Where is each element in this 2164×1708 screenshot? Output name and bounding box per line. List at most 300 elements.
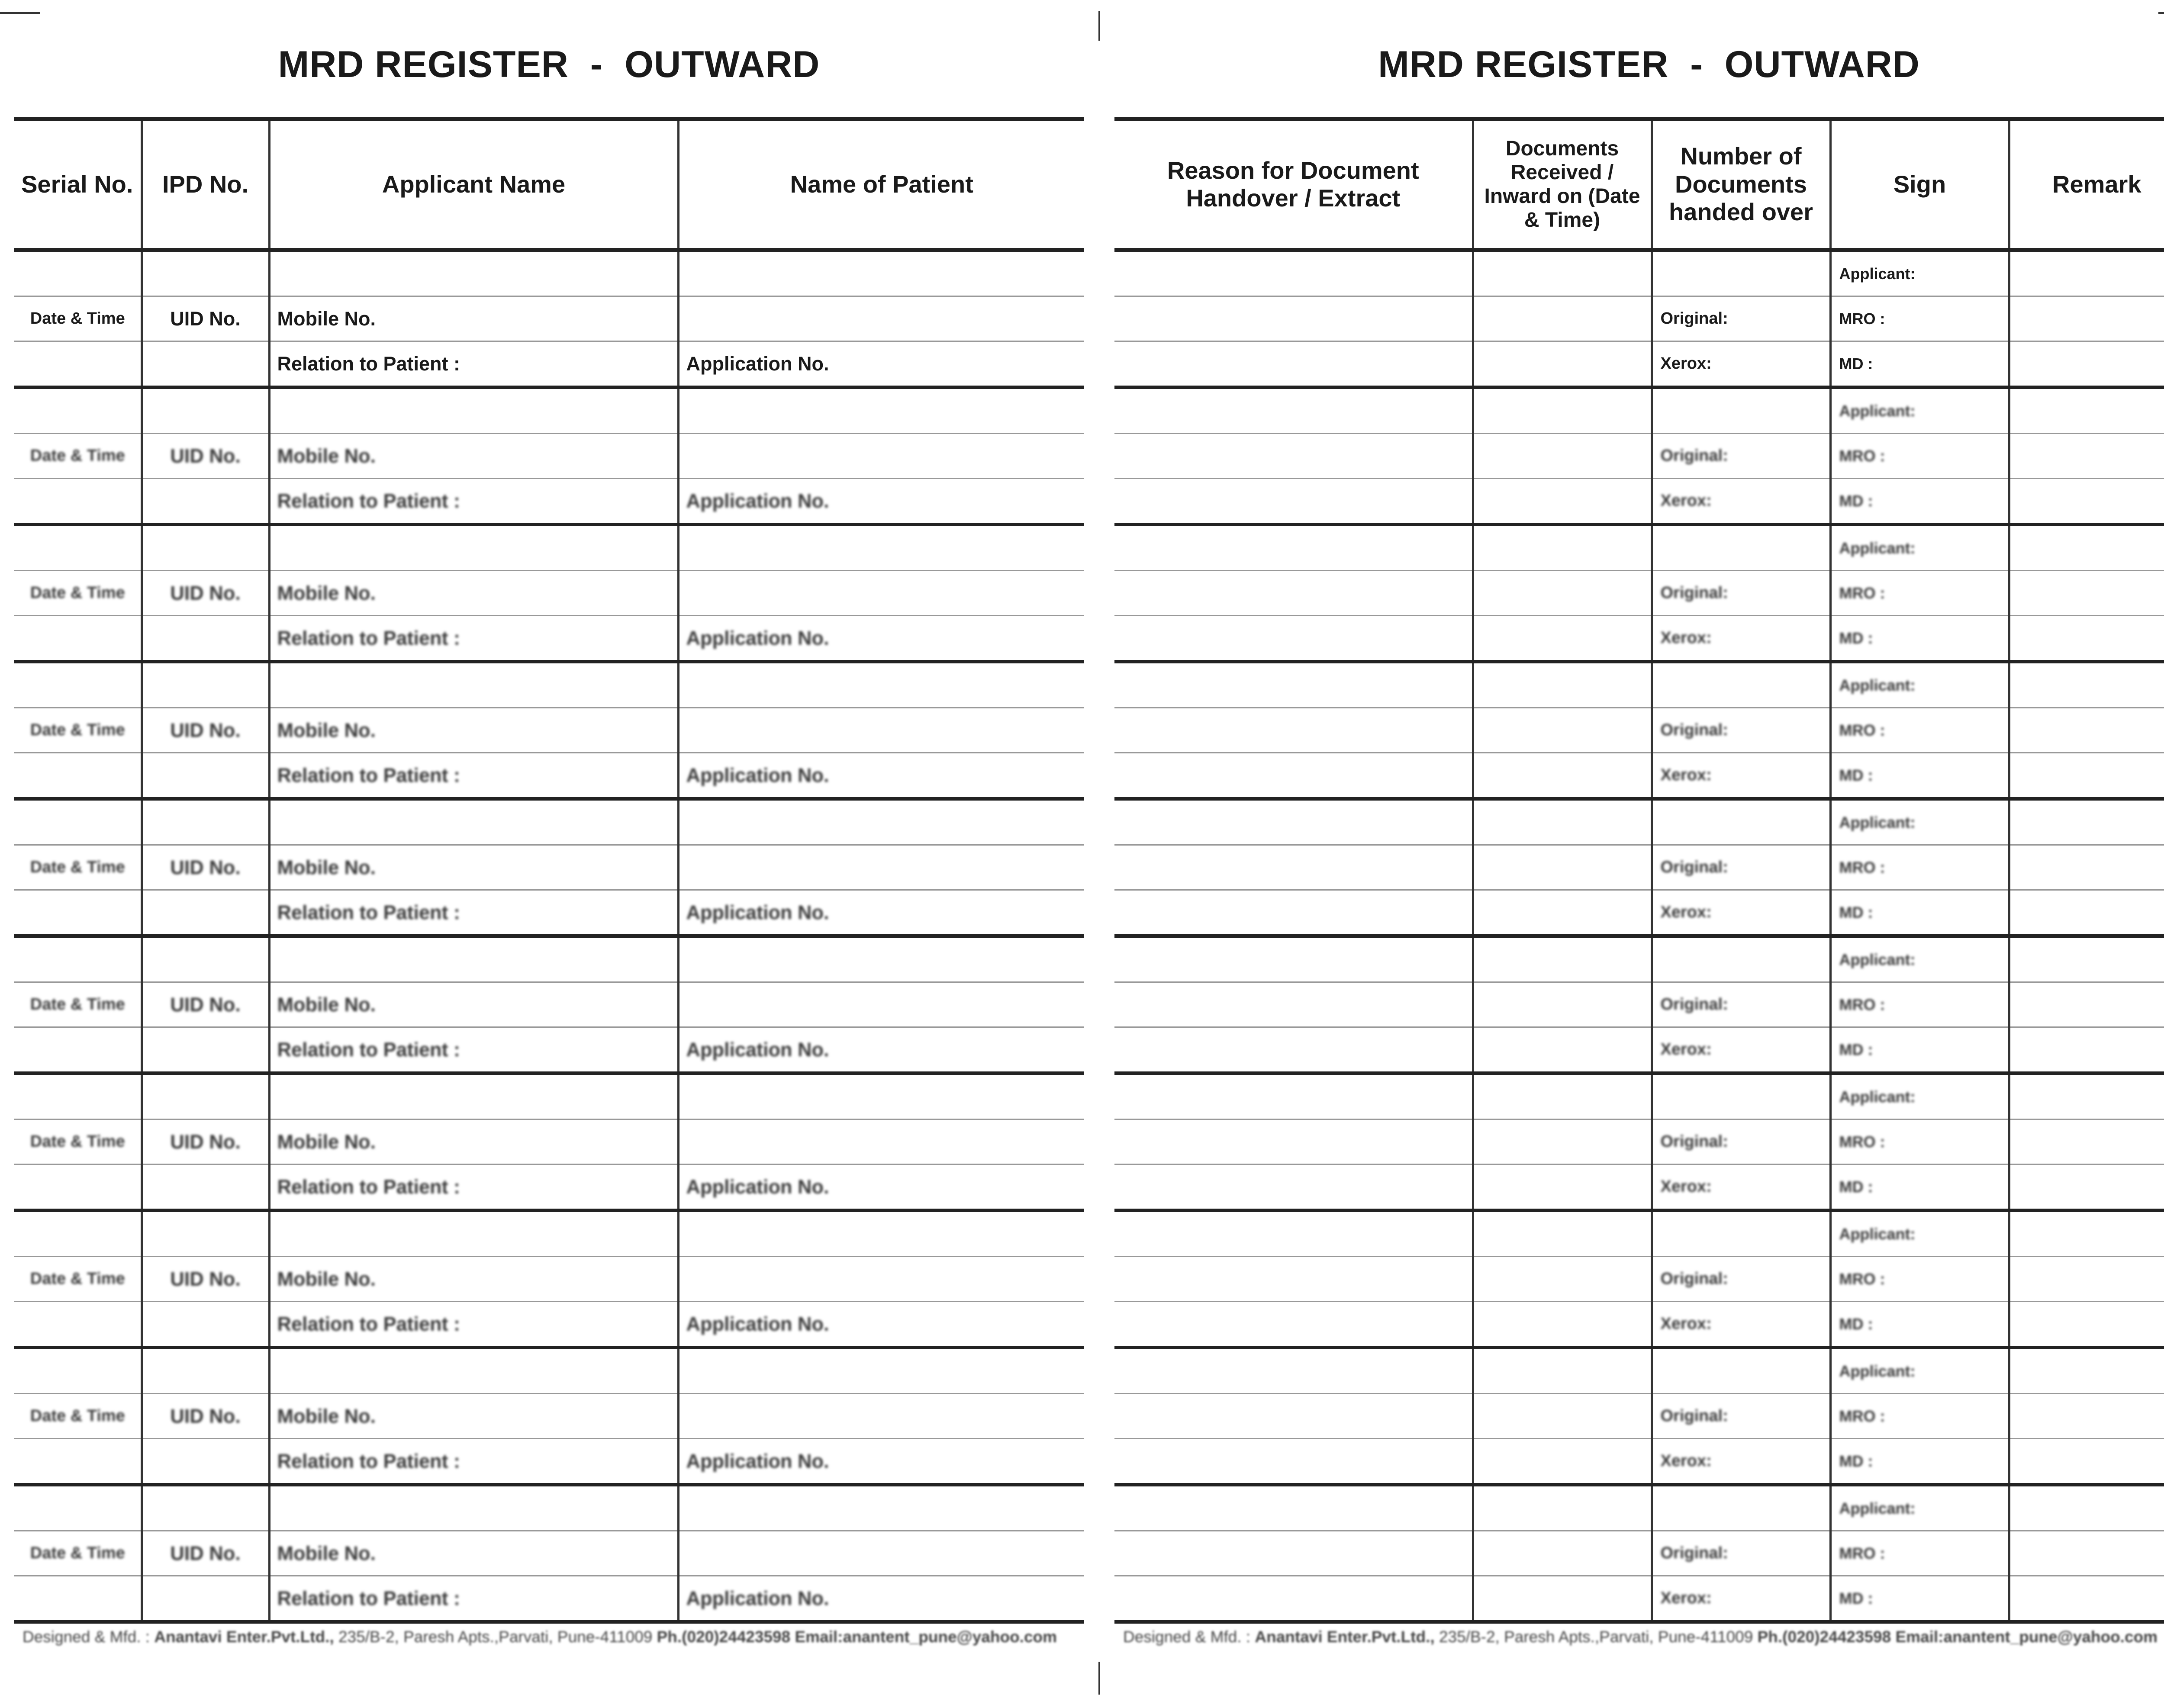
- patient-name-extra-cell[interactable]: [678, 1119, 1084, 1164]
- reason-cell[interactable]: [1114, 1302, 1473, 1348]
- reason-cell[interactable]: [1114, 1164, 1473, 1211]
- number-of-documents-cell[interactable]: [1652, 1073, 1830, 1119]
- number-of-documents-cell[interactable]: [1652, 1210, 1830, 1257]
- blank-cell[interactable]: [142, 1302, 269, 1348]
- documents-received-cell[interactable]: [1473, 936, 1652, 982]
- reason-cell[interactable]: [1114, 1348, 1473, 1394]
- mobile-no-label: Mobile No.: [277, 1405, 376, 1427]
- documents-received-cell[interactable]: [1473, 890, 1652, 936]
- patient-name-extra-cell[interactable]: [678, 708, 1084, 753]
- ipd-no-cell[interactable]: [142, 250, 269, 296]
- reason-cell[interactable]: [1114, 799, 1473, 845]
- date-time-cell[interactable]: [14, 1531, 142, 1576]
- relation-cell[interactable]: [269, 616, 678, 662]
- documents-received-cell[interactable]: [1473, 799, 1652, 845]
- uid-no-cell[interactable]: [142, 1531, 269, 1576]
- documents-received-cell[interactable]: [1473, 1027, 1652, 1074]
- remark-cell[interactable]: [2009, 479, 2164, 525]
- applicant-name-cell[interactable]: [269, 387, 678, 434]
- xerox-count-cell[interactable]: [1652, 753, 1830, 799]
- serial-no-cell[interactable]: [14, 387, 142, 434]
- application-no-cell[interactable]: [678, 341, 1084, 388]
- documents-received-cell[interactable]: [1473, 571, 1652, 616]
- original-count-cell[interactable]: [1652, 1394, 1830, 1439]
- xerox-count-cell[interactable]: [1652, 1439, 1830, 1485]
- blank-cell[interactable]: [14, 890, 142, 936]
- documents-received-cell[interactable]: [1473, 616, 1652, 662]
- remark-cell[interactable]: [2009, 1210, 2164, 1257]
- remark-cell[interactable]: [2009, 845, 2164, 890]
- date-time-cell[interactable]: [14, 296, 142, 341]
- md-sign-label: MD :: [1839, 1177, 1873, 1196]
- blank-cell[interactable]: [142, 1439, 269, 1485]
- remark-cell[interactable]: [2009, 1485, 2164, 1531]
- reason-cell[interactable]: [1114, 387, 1473, 434]
- documents-received-cell[interactable]: [1473, 753, 1652, 799]
- reason-cell[interactable]: [1114, 1485, 1473, 1531]
- number-of-documents-cell[interactable]: [1652, 936, 1830, 982]
- remark-cell[interactable]: [2009, 387, 2164, 434]
- patient-name-extra-cell[interactable]: [678, 434, 1084, 479]
- xerox-count-cell[interactable]: [1652, 1576, 1830, 1622]
- reason-cell[interactable]: [1114, 296, 1473, 341]
- serial-no-cell[interactable]: [14, 1210, 142, 1257]
- documents-received-cell[interactable]: [1473, 434, 1652, 479]
- name-of-patient-cell[interactable]: [678, 1073, 1084, 1119]
- reason-cell[interactable]: [1114, 1531, 1473, 1576]
- sign-applicant-cell[interactable]: [1830, 387, 2009, 434]
- entry-row-1: [14, 1073, 1084, 1119]
- documents-received-cell[interactable]: [1473, 1119, 1652, 1164]
- serial-no-cell[interactable]: [14, 1348, 142, 1394]
- date-time-cell[interactable]: [14, 434, 142, 479]
- blank-cell[interactable]: [142, 616, 269, 662]
- patient-name-extra-cell[interactable]: [678, 1394, 1084, 1439]
- sign-md-cell[interactable]: [1830, 890, 2009, 936]
- ipd-no-cell[interactable]: [142, 799, 269, 845]
- remark-cell[interactable]: [2009, 982, 2164, 1027]
- mobile-no-cell[interactable]: [269, 571, 678, 616]
- patient-name-extra-cell[interactable]: [678, 1531, 1084, 1576]
- number-of-documents-cell[interactable]: [1652, 1348, 1830, 1394]
- name-of-patient-cell[interactable]: [678, 1210, 1084, 1257]
- xerox-count-cell[interactable]: [1652, 616, 1830, 662]
- name-of-patient-cell[interactable]: [678, 1348, 1084, 1394]
- sign-mro-cell[interactable]: [1830, 1119, 2009, 1164]
- sign-applicant-cell[interactable]: [1830, 1485, 2009, 1531]
- blank-cell[interactable]: [142, 753, 269, 799]
- remark-cell[interactable]: [2009, 434, 2164, 479]
- applicant-name-cell[interactable]: [269, 1348, 678, 1394]
- sign-mro-cell[interactable]: [1830, 1531, 2009, 1576]
- remark-cell[interactable]: [2009, 1439, 2164, 1485]
- entry-row-1: [14, 1210, 1084, 1257]
- relation-label: Relation to Patient :: [277, 352, 460, 375]
- serial-no-cell[interactable]: [14, 524, 142, 571]
- date-time-cell[interactable]: [14, 1394, 142, 1439]
- applicant-name-cell[interactable]: [269, 1485, 678, 1531]
- application-no-cell[interactable]: [678, 616, 1084, 662]
- application-no-cell[interactable]: [678, 1164, 1084, 1211]
- mobile-no-cell[interactable]: [269, 1119, 678, 1164]
- footer-imprint-left: Designed & Mfd. : Anantavi Enter.Pvt.Ltd., 235/B-2, Paresh Apts.,Parvati, Pune-411009 Ph.(020)24423598 Email:anantent_pune@yahoo.com: [23, 1628, 1057, 1646]
- uid-no-cell[interactable]: [142, 845, 269, 890]
- sign-applicant-cell[interactable]: [1830, 1073, 2009, 1119]
- documents-received-cell[interactable]: [1473, 1485, 1652, 1531]
- reason-cell[interactable]: [1114, 890, 1473, 936]
- remark-cell[interactable]: [2009, 708, 2164, 753]
- remark-cell[interactable]: [2009, 524, 2164, 571]
- mobile-no-cell[interactable]: [269, 434, 678, 479]
- sign-applicant-cell[interactable]: [1830, 1210, 2009, 1257]
- entry-row-1: [1114, 1348, 2164, 1394]
- sign-mro-cell[interactable]: [1830, 434, 2009, 479]
- remark-cell[interactable]: [2009, 799, 2164, 845]
- reason-cell[interactable]: [1114, 571, 1473, 616]
- mobile-no-cell[interactable]: [269, 296, 678, 341]
- date-time-cell[interactable]: [14, 1257, 142, 1302]
- documents-received-cell[interactable]: [1473, 982, 1652, 1027]
- uid-no-cell[interactable]: [142, 708, 269, 753]
- applicant-name-cell[interactable]: [269, 936, 678, 982]
- md-sign-label: MD :: [1839, 354, 1873, 373]
- sign-md-cell[interactable]: [1830, 1164, 2009, 1211]
- documents-received-cell[interactable]: [1473, 1073, 1652, 1119]
- original-count-cell[interactable]: [1652, 1531, 1830, 1576]
- entry-row-1: [14, 387, 1084, 434]
- original-count-cell[interactable]: [1652, 434, 1830, 479]
- relation-cell[interactable]: [269, 890, 678, 936]
- documents-received-cell[interactable]: [1473, 296, 1652, 341]
- sign-mro-cell[interactable]: [1830, 1257, 2009, 1302]
- reason-cell[interactable]: [1114, 250, 1473, 296]
- mobile-no-label: Mobile No.: [277, 444, 376, 467]
- date-time-cell[interactable]: [14, 982, 142, 1027]
- register-entry: [14, 250, 1084, 388]
- sign-mro-cell[interactable]: [1830, 1394, 2009, 1439]
- mro-sign-label: MRO :: [1839, 1270, 1885, 1288]
- ipd-no-cell[interactable]: [142, 524, 269, 571]
- documents-received-cell[interactable]: [1473, 1439, 1652, 1485]
- entry-row-1: [14, 1348, 1084, 1394]
- entry-row-1: [1114, 524, 2164, 571]
- remark-cell[interactable]: [2009, 1119, 2164, 1164]
- remark-cell[interactable]: [2009, 1531, 2164, 1576]
- application-no-cell[interactable]: [678, 1302, 1084, 1348]
- sign-applicant-cell[interactable]: [1830, 524, 2009, 571]
- sign-md-cell[interactable]: [1830, 1027, 2009, 1074]
- documents-received-cell[interactable]: [1473, 524, 1652, 571]
- application-no-cell[interactable]: [678, 479, 1084, 525]
- mobile-no-cell[interactable]: [269, 708, 678, 753]
- patient-name-extra-cell[interactable]: [678, 296, 1084, 341]
- remark-cell[interactable]: [2009, 753, 2164, 799]
- blank-cell[interactable]: [142, 1164, 269, 1211]
- uid-no-cell[interactable]: [142, 434, 269, 479]
- mobile-no-label: Mobile No.: [277, 307, 376, 330]
- date-time-cell[interactable]: [14, 1119, 142, 1164]
- documents-received-cell[interactable]: [1473, 1394, 1652, 1439]
- entry-row-3: [1114, 1164, 2164, 1211]
- date-time-cell[interactable]: [14, 708, 142, 753]
- mobile-no-cell[interactable]: [269, 1257, 678, 1302]
- reason-cell[interactable]: [1114, 708, 1473, 753]
- documents-received-cell[interactable]: [1473, 1302, 1652, 1348]
- sign-md-cell[interactable]: [1830, 1302, 2009, 1348]
- blank-cell[interactable]: [142, 341, 269, 388]
- application-no-label: Application No.: [686, 1587, 829, 1609]
- mobile-no-cell[interactable]: [269, 982, 678, 1027]
- remark-cell[interactable]: [2009, 1257, 2164, 1302]
- reason-cell[interactable]: [1114, 479, 1473, 525]
- blank-cell[interactable]: [14, 1027, 142, 1074]
- applicant-name-cell[interactable]: [269, 250, 678, 296]
- ipd-no-cell[interactable]: [142, 936, 269, 982]
- applicant-name-cell[interactable]: [269, 799, 678, 845]
- application-no-cell[interactable]: [678, 1439, 1084, 1485]
- xerox-count-cell[interactable]: [1652, 1302, 1830, 1348]
- blank-cell[interactable]: [14, 479, 142, 525]
- reason-cell[interactable]: [1114, 341, 1473, 388]
- blank-cell[interactable]: [14, 1164, 142, 1211]
- remark-cell[interactable]: [2009, 936, 2164, 982]
- sign-md-cell[interactable]: [1830, 1439, 2009, 1485]
- uid-no-cell[interactable]: [142, 571, 269, 616]
- mobile-no-label: Mobile No.: [277, 1267, 376, 1290]
- applicant-name-cell[interactable]: [269, 662, 678, 708]
- uid-no-cell[interactable]: [142, 1119, 269, 1164]
- date-time-cell[interactable]: [14, 571, 142, 616]
- serial-no-cell[interactable]: [14, 662, 142, 708]
- blank-cell[interactable]: [142, 479, 269, 525]
- sign-md-cell[interactable]: [1830, 616, 2009, 662]
- number-of-documents-cell[interactable]: [1652, 799, 1830, 845]
- ipd-no-cell[interactable]: [142, 1210, 269, 1257]
- xerox-count-cell[interactable]: [1652, 1164, 1830, 1211]
- documents-received-cell[interactable]: [1473, 1576, 1652, 1622]
- reason-cell[interactable]: [1114, 753, 1473, 799]
- patient-name-extra-cell[interactable]: [678, 845, 1084, 890]
- number-of-documents-header: Number of Documents handed over: [1652, 119, 1830, 250]
- uid-no-cell[interactable]: [142, 296, 269, 341]
- reason-cell[interactable]: [1114, 1119, 1473, 1164]
- entry-row-1: [14, 662, 1084, 708]
- name-of-patient-cell[interactable]: [678, 524, 1084, 571]
- remark-cell[interactable]: [2009, 1576, 2164, 1622]
- name-of-patient-cell[interactable]: [678, 250, 1084, 296]
- remark-cell[interactable]: [2009, 571, 2164, 616]
- original-count-cell[interactable]: [1652, 708, 1830, 753]
- documents-received-cell[interactable]: [1473, 1257, 1652, 1302]
- reason-cell[interactable]: [1114, 1257, 1473, 1302]
- reason-cell[interactable]: [1114, 434, 1473, 479]
- mro-sign-label: MRO :: [1839, 584, 1885, 602]
- reason-cell[interactable]: [1114, 936, 1473, 982]
- entry-row-1: [1114, 799, 2164, 845]
- number-of-documents-cell[interactable]: [1652, 387, 1830, 434]
- sign-mro-cell[interactable]: [1830, 571, 2009, 616]
- documents-received-cell[interactable]: [1473, 662, 1652, 708]
- blank-cell[interactable]: [142, 1576, 269, 1622]
- original-count-cell[interactable]: [1652, 1119, 1830, 1164]
- serial-no-cell[interactable]: [14, 936, 142, 982]
- original-count-cell[interactable]: [1652, 982, 1830, 1027]
- patient-name-extra-cell[interactable]: [678, 571, 1084, 616]
- serial-no-cell[interactable]: [14, 1485, 142, 1531]
- ipd-no-cell[interactable]: [142, 1073, 269, 1119]
- reason-cell[interactable]: [1114, 616, 1473, 662]
- sign-md-cell[interactable]: [1830, 1576, 2009, 1622]
- ipd-no-cell[interactable]: [142, 387, 269, 434]
- name-of-patient-cell[interactable]: [678, 1485, 1084, 1531]
- sign-mro-cell[interactable]: [1830, 296, 2009, 341]
- name-of-patient-cell[interactable]: [678, 936, 1084, 982]
- remark-cell[interactable]: [2009, 1348, 2164, 1394]
- application-no-cell[interactable]: [678, 1027, 1084, 1074]
- number-of-documents-cell[interactable]: [1652, 524, 1830, 571]
- ipd-no-cell[interactable]: [142, 1348, 269, 1394]
- documents-received-cell[interactable]: [1473, 1531, 1652, 1576]
- serial-no-cell[interactable]: [14, 250, 142, 296]
- sign-md-cell[interactable]: [1830, 479, 2009, 525]
- documents-received-cell[interactable]: [1473, 387, 1652, 434]
- relation-cell[interactable]: [269, 1302, 678, 1348]
- blank-cell[interactable]: [14, 753, 142, 799]
- ipd-no-cell[interactable]: [142, 1485, 269, 1531]
- serial-no-cell[interactable]: [14, 799, 142, 845]
- sign-mro-cell[interactable]: [1830, 708, 2009, 753]
- application-no-cell[interactable]: [678, 753, 1084, 799]
- mobile-no-cell[interactable]: [269, 845, 678, 890]
- sign-applicant-cell[interactable]: [1830, 662, 2009, 708]
- relation-cell[interactable]: [269, 1164, 678, 1211]
- remark-cell[interactable]: [2009, 616, 2164, 662]
- sign-applicant-cell[interactable]: [1830, 936, 2009, 982]
- name-of-patient-cell[interactable]: [678, 799, 1084, 845]
- remark-cell[interactable]: [2009, 250, 2164, 296]
- entry-row-2: [14, 982, 1084, 1027]
- name-of-patient-cell[interactable]: [678, 662, 1084, 708]
- serial-no-cell[interactable]: [14, 1073, 142, 1119]
- uid-no-cell[interactable]: [142, 982, 269, 1027]
- blank-cell[interactable]: [14, 341, 142, 388]
- xerox-count-cell[interactable]: [1652, 479, 1830, 525]
- original-count-cell[interactable]: [1652, 1257, 1830, 1302]
- remark-cell[interactable]: [2009, 1302, 2164, 1348]
- entry-row-2: [1114, 296, 2164, 341]
- register-entry: [14, 524, 1084, 662]
- blank-cell[interactable]: [14, 1576, 142, 1622]
- number-of-documents-cell[interactable]: [1652, 1485, 1830, 1531]
- relation-cell[interactable]: [269, 1439, 678, 1485]
- reason-cell[interactable]: [1114, 662, 1473, 708]
- relation-cell[interactable]: [269, 1027, 678, 1074]
- number-of-documents-cell[interactable]: [1652, 662, 1830, 708]
- applicant-name-cell[interactable]: [269, 524, 678, 571]
- original-count-cell[interactable]: [1652, 296, 1830, 341]
- mobile-no-cell[interactable]: [269, 1394, 678, 1439]
- patient-name-extra-cell[interactable]: [678, 1257, 1084, 1302]
- patient-name-extra-cell[interactable]: [678, 982, 1084, 1027]
- blank-cell[interactable]: [14, 616, 142, 662]
- xerox-count-cell[interactable]: [1652, 1027, 1830, 1074]
- documents-received-cell[interactable]: [1473, 479, 1652, 525]
- date-time-label: Date & Time: [30, 721, 125, 739]
- reason-cell[interactable]: [1114, 1027, 1473, 1074]
- reason-cell[interactable]: [1114, 845, 1473, 890]
- application-no-cell[interactable]: [678, 890, 1084, 936]
- sign-mro-cell[interactable]: [1830, 845, 2009, 890]
- mro-sign-label: MRO :: [1839, 995, 1885, 1013]
- blank-cell[interactable]: [142, 1027, 269, 1074]
- register-entry: [14, 387, 1084, 524]
- sign-md-cell[interactable]: [1830, 341, 2009, 388]
- remark-cell[interactable]: [2009, 1394, 2164, 1439]
- reason-cell[interactable]: [1114, 1576, 1473, 1622]
- application-no-cell[interactable]: [678, 1576, 1084, 1622]
- documents-received-cell[interactable]: [1473, 250, 1652, 296]
- documents-received-cell[interactable]: [1473, 1348, 1652, 1394]
- relation-cell[interactable]: [269, 479, 678, 525]
- xerox-label: Xerox:: [1660, 1452, 1712, 1470]
- sign-applicant-cell[interactable]: [1830, 250, 2009, 296]
- remark-cell[interactable]: [2009, 296, 2164, 341]
- documents-received-cell[interactable]: [1473, 1210, 1652, 1257]
- remark-cell[interactable]: [2009, 1027, 2164, 1074]
- documents-received-cell[interactable]: [1473, 708, 1652, 753]
- relation-cell[interactable]: [269, 753, 678, 799]
- remark-cell[interactable]: [2009, 890, 2164, 936]
- applicant-name-cell[interactable]: [269, 1210, 678, 1257]
- sign-applicant-cell[interactable]: [1830, 1348, 2009, 1394]
- sign-applicant-cell[interactable]: [1830, 799, 2009, 845]
- remark-cell[interactable]: [2009, 1164, 2164, 1211]
- xerox-count-cell[interactable]: [1652, 341, 1830, 388]
- ipd-no-cell[interactable]: [142, 662, 269, 708]
- reason-cell[interactable]: [1114, 1073, 1473, 1119]
- uid-no-cell[interactable]: [142, 1394, 269, 1439]
- reason-cell[interactable]: [1114, 982, 1473, 1027]
- blank-cell[interactable]: [14, 1302, 142, 1348]
- applicant-name-cell[interactable]: [269, 1073, 678, 1119]
- blank-cell[interactable]: [14, 1439, 142, 1485]
- remark-cell[interactable]: [2009, 662, 2164, 708]
- entry-row-1: [14, 250, 1084, 296]
- reason-cell[interactable]: [1114, 1439, 1473, 1485]
- original-count-cell[interactable]: [1652, 571, 1830, 616]
- relation-cell[interactable]: [269, 341, 678, 388]
- documents-received-cell[interactable]: [1473, 1164, 1652, 1211]
- date-time-cell[interactable]: [14, 845, 142, 890]
- mobile-no-cell[interactable]: [269, 1531, 678, 1576]
- original-count-cell[interactable]: [1652, 845, 1830, 890]
- name-of-patient-cell[interactable]: [678, 387, 1084, 434]
- reason-cell[interactable]: [1114, 524, 1473, 571]
- reason-cell[interactable]: [1114, 1394, 1473, 1439]
- relation-cell[interactable]: [269, 1576, 678, 1622]
- remark-cell[interactable]: [2009, 1073, 2164, 1119]
- documents-received-cell[interactable]: [1473, 845, 1652, 890]
- sign-md-cell[interactable]: [1830, 753, 2009, 799]
- number-of-documents-cell[interactable]: [1652, 250, 1830, 296]
- remark-cell[interactable]: [2009, 341, 2164, 388]
- reason-cell[interactable]: [1114, 1210, 1473, 1257]
- xerox-count-cell[interactable]: [1652, 890, 1830, 936]
- blank-cell[interactable]: [142, 890, 269, 936]
- sign-mro-cell[interactable]: [1830, 982, 2009, 1027]
- documents-received-cell[interactable]: [1473, 341, 1652, 388]
- uid-no-cell[interactable]: [142, 1257, 269, 1302]
